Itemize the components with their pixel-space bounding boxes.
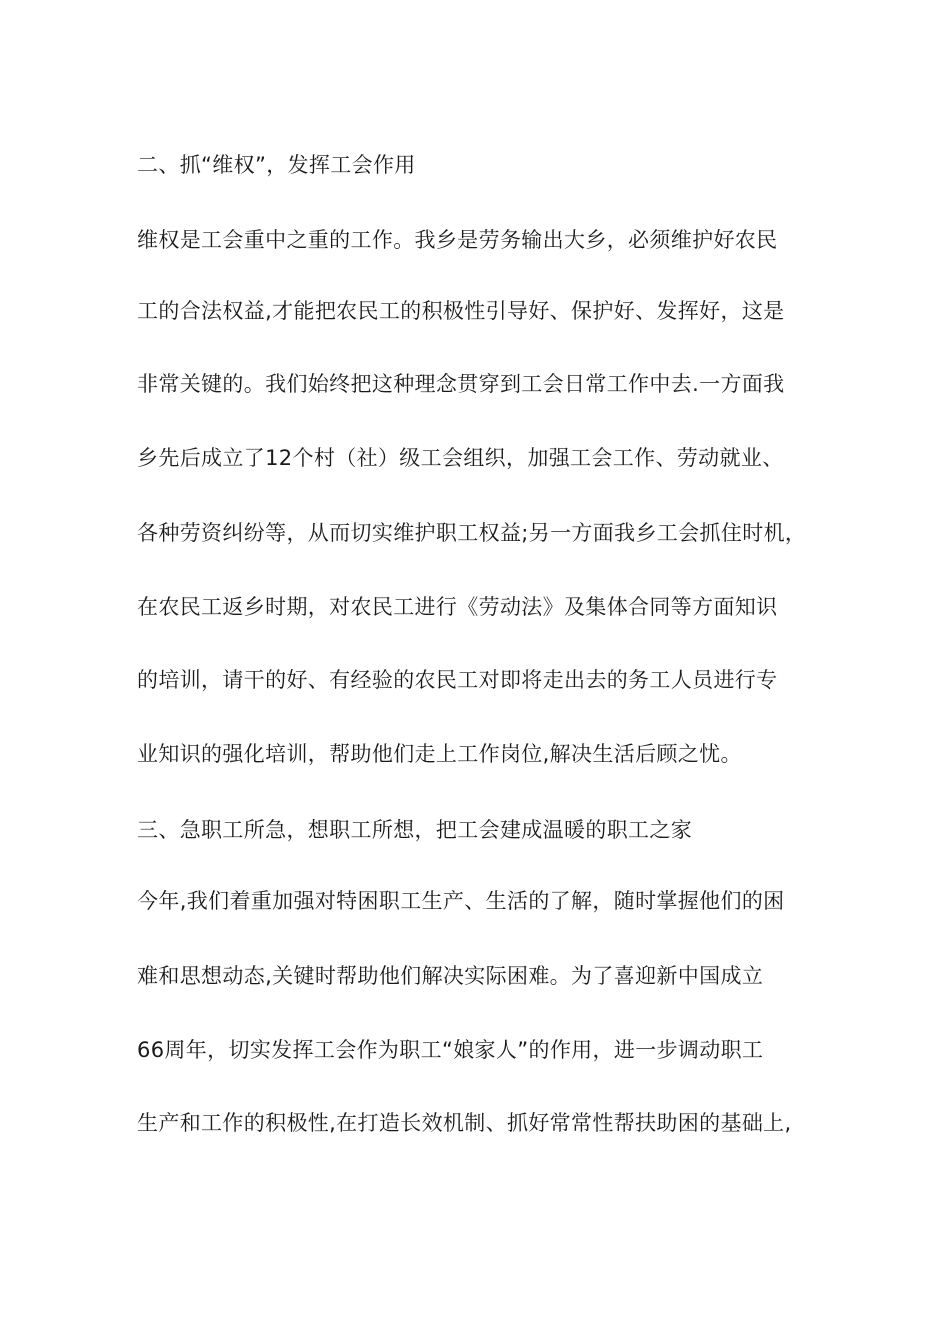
paragraph-line: 今年,我们着重加强对特困职工生产、生活的了解，随时掌握他们的困 xyxy=(137,889,785,913)
paragraph-line: 非常关键的。我们始终把这种理念贯穿到工会日常工作中去.一方面我 xyxy=(137,372,785,396)
section-heading-2: 二、抓“维权”，发挥工会作用 xyxy=(137,153,416,177)
paragraph-line: 66周年，切实发挥工会作为职工“娘家人”的作用，进一步调动职工 xyxy=(137,1038,764,1062)
paragraph-line: 的培训，请干的好、有经验的农民工对即将走出去的务工人员进行专 xyxy=(137,668,778,692)
paragraph-line: 业知识的强化培训，帮助他们走上工作岗位,解决生活后顾之忧。 xyxy=(137,742,742,766)
paragraph-line: 在农民工返乡时期，对农民工进行《劳动法》及集体合同等方面知识 xyxy=(137,595,778,619)
paragraph-line: 难和思想动态,关键时帮助他们解决实际困难。为了喜迎新中国成立 xyxy=(137,964,764,988)
paragraph-line: 生产和工作的积极性,在打造长效机制、抓好常常性帮扶助困的基础上, xyxy=(137,1111,792,1135)
paragraph-line: 各种劳资纠纷等，从而切实维护职工权益;另一方面我乡工会抓住时机， xyxy=(137,521,807,545)
section-heading-3: 三、急职工所急，想职工所想，把工会建成温暖的职工之家 xyxy=(137,818,693,842)
paragraph-line: 工的合法权益,才能把农民工的积极性引导好、保护好、发挥好，这是 xyxy=(137,299,785,323)
paragraph-line: 维权是工会重中之重的工作。我乡是劳务输出大乡，必须维护好农民 xyxy=(137,228,778,252)
paragraph-line: 乡先后成立了12个村（社）级工会组织，加强工会工作、劳动就业、 xyxy=(137,446,784,470)
